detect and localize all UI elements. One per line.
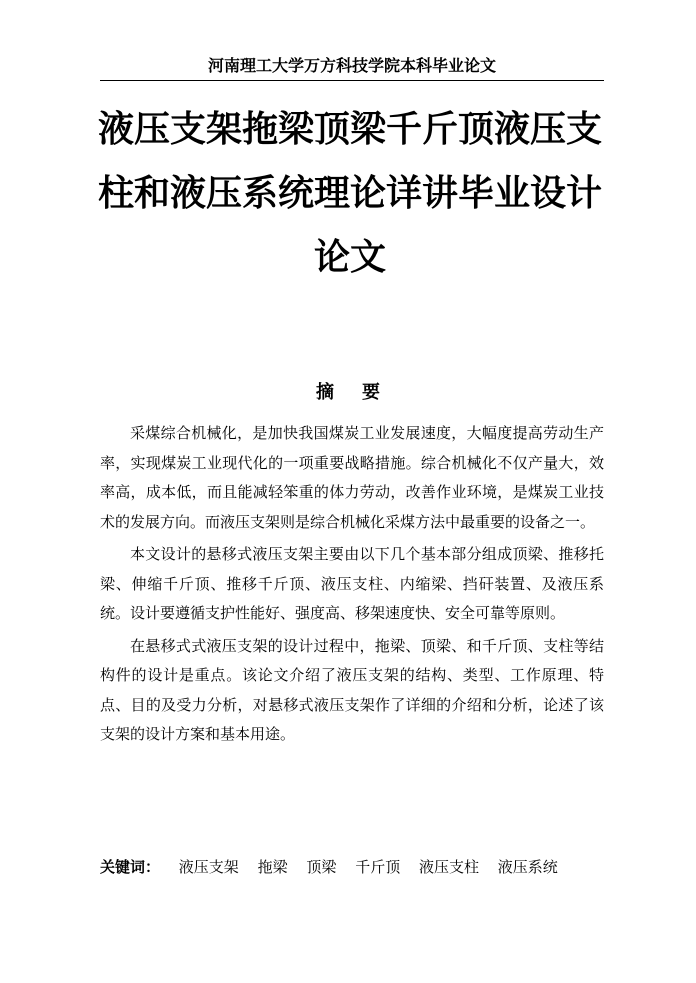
title-line: 柱和液压系统理论详讲毕业设计 [97, 173, 602, 214]
running-header-text: 河南理工大学万方科技学院本科毕业论文 [207, 56, 496, 75]
title-line: 液压支架拖梁顶梁千斤顶液压支 [97, 109, 602, 150]
abstract-heading [0, 380, 696, 406]
abstract-body [100, 419, 604, 750]
keyword: 液压系统 [497, 858, 558, 876]
abstract-heading-char: 要 [362, 382, 380, 403]
abstract-heading-char: 摘 [316, 382, 334, 403]
keywords-label: 关键词： [100, 858, 161, 876]
keywords-line [100, 853, 604, 881]
keyword: 液压支柱 [418, 858, 479, 876]
document-title [60, 98, 640, 290]
abstract-paragraph: 本文设计的悬移式液压支架主要由以下几个基本部分组成顶梁、推移托梁、伸缩千斤顶、推移千斤顶、液压支柱、内缩梁、挡矸装置、及液压系统。设计要遵循支护性能好、强度高、移架速度快、安全可靠等原则。 [100, 545, 604, 622]
title-line: 论文 [313, 237, 386, 278]
abstract-paragraph: 在悬移式式液压支架的设计过程中，拖梁、顶梁、和千斤顶、支柱等结构件的设计是重点。该论文介绍了液压支架的结构、类型、工作原理、特点、目的及受力分析，对悬移式液压支架作了详细的介绍和分析，论述了该支架的设计方案和基本用途。 [100, 636, 604, 743]
keyword: 拖梁 [257, 858, 288, 876]
keyword: 顶梁 [306, 858, 337, 876]
keyword: 液压支架 [178, 858, 239, 876]
abstract-paragraph: 采煤综合机械化，是加快我国煤炭工业发展速度，大幅度提高劳动生产率，实现煤炭工业现代化的一项重要战略措施。综合机械化不仅产量大，效率高，成本低，而且能减轻笨重的体力劳动，改善作业环境，是煤炭工业技术的发展方向。而液压支架则是综合机械化采煤方法中最重要的设备之一。 [100, 424, 604, 531]
keyword: 千斤顶 [355, 858, 401, 876]
running-header [100, 52, 604, 81]
